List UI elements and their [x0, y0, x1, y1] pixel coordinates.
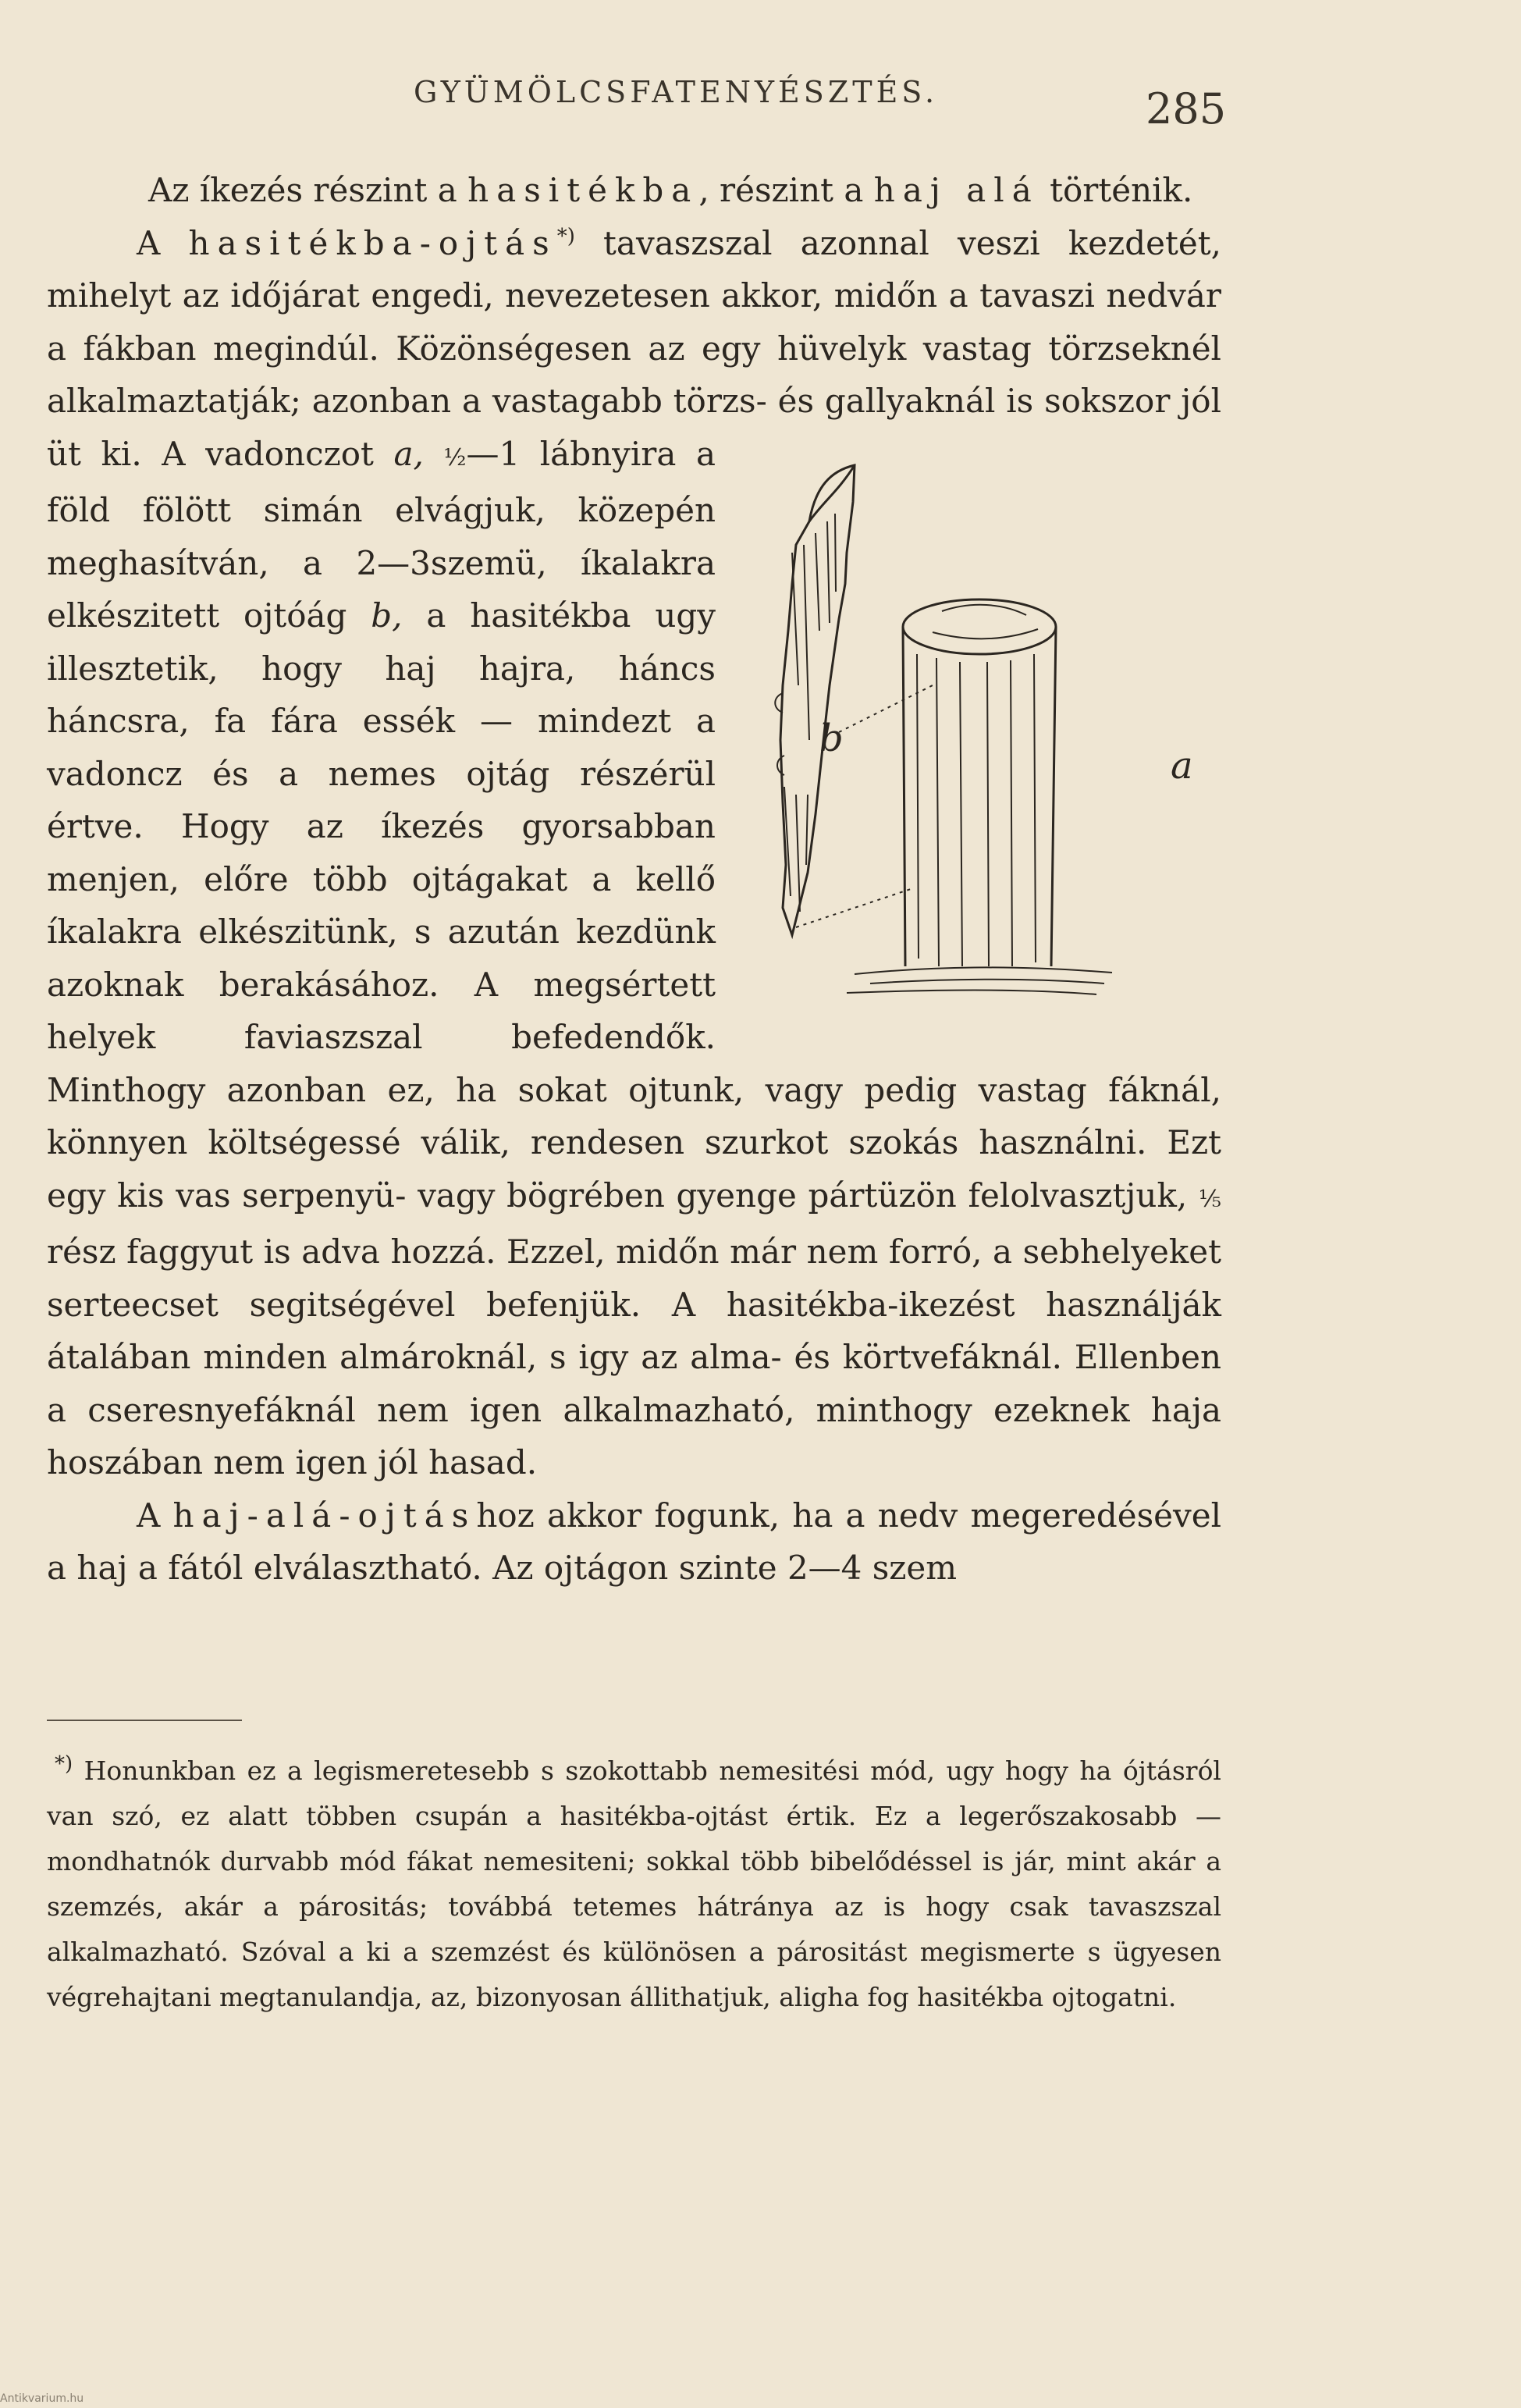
ground-lines: [847, 967, 1112, 994]
footnote-text: Honunkban ez a legismeretesebb s szokottabb nemesitési mód, ugy hogy ha ójtásról van szó, ez alatt többen csupán a hasitékba-ojtást értik. Ez a legerőszakosabb — mondhatnók durvabb mód fákat nemesiteni; sokkal több bibelődéssel is jár, mint akár a szemzés, akár a párositás; továbbá tetemes hátránya az is hogy csak tavaszszal alkalmazható. Szóval a ki a szemzést és különösen a párositást megismerte s ügyesen végrehajtani megtanulandja, az, bizonyosan állithatjuk, aligha fog hasitékba ojtogatni.: [47, 1755, 1221, 2012]
footnote-separator: [47, 1720, 242, 1721]
grafting-illustration: [737, 428, 1237, 1025]
footnote-reference: *): [556, 224, 575, 248]
paragraph-1: Az íkezés részint a hasitékba, részint a haj alá történik.: [148, 171, 1193, 209]
figure-label-b: b: [819, 716, 844, 760]
scion-outline: [780, 465, 855, 935]
paragraph-2: A hasitékba-ojtás*) tavaszszal azonnal veszi kezdetét, mihelyt az időjárat engedi, nevezetesen akkor, midőn a tavaszi nedvár a fákban megindúl. Közönségesen az egy hüvelyk vastag törzseknél alkalmaztatják; azonban a vastagabb törzs- és gallyaknál is sokszor jól üt ki. A vadonczot b a a, ½—1 lábnyira a föld fölött simán elvágjuk, közepén meghasítván, a 2—3szemü, íkalakra elkészitett ojtóág b, a hasitékba ugy illesztetik, hogy haj hajra, háncs háncsra, fa fára essék — mindezt a vadoncz és a nemes ojtág részérül értve. Hogy az íkezés gyorsabban menjen, előre több ojtágakat a kellő íkalakra elkészitünk, s azután kezdünk azoknak berakásához. A megsértett helyek faviaszszal befedendők. Minthogy azonban ez, ha sokat ojtunk, vagy pedig vastag fáknál, könnyen költségessé válik, rendesen szurkot szokás használni. Ezt egy kis vas serpenyü- vagy bögrében gyenge pártüzön felolvasztjuk, ⅕ rész faggyut is adva hozzá. Ezzel, midőn már nem forró, a sebhelyeket serteecset segitségével befenjük. A hasitékba-ikezést használják átalában minden almároknál, s igy az alma- és körtvefáknál. Ellenben a cseresnyefáknál nem igen alkalmazható, minthogy ezeknek haja hoszában nem igen jól hasad.: [47, 217, 1221, 1489]
page-number: 285: [1146, 84, 1227, 133]
stock-top: [903, 599, 1056, 654]
running-header: GYÜMÖLCSFATENYÉSZTÉS.: [414, 75, 939, 109]
body-text: [47, 164, 1221, 1595]
paragraph-3: A haj-alá-ojtáshoz akkor fogunk, ha a nedv megeredésével a haj a fától elválasztható. Az ojtágon szinte 2—4 szem: [47, 1496, 1221, 1587]
stock-body: [903, 627, 1056, 966]
footnote-mark: *): [55, 1752, 73, 1776]
guide-line-bottom: [796, 888, 913, 927]
footnote: [47, 1748, 1221, 2020]
watermark: Antikvarium.hu: [0, 2392, 84, 2405]
scion-cut: [809, 465, 855, 521]
figure-label-a: a: [1171, 743, 1193, 788]
guide-line-top: [839, 685, 933, 732]
